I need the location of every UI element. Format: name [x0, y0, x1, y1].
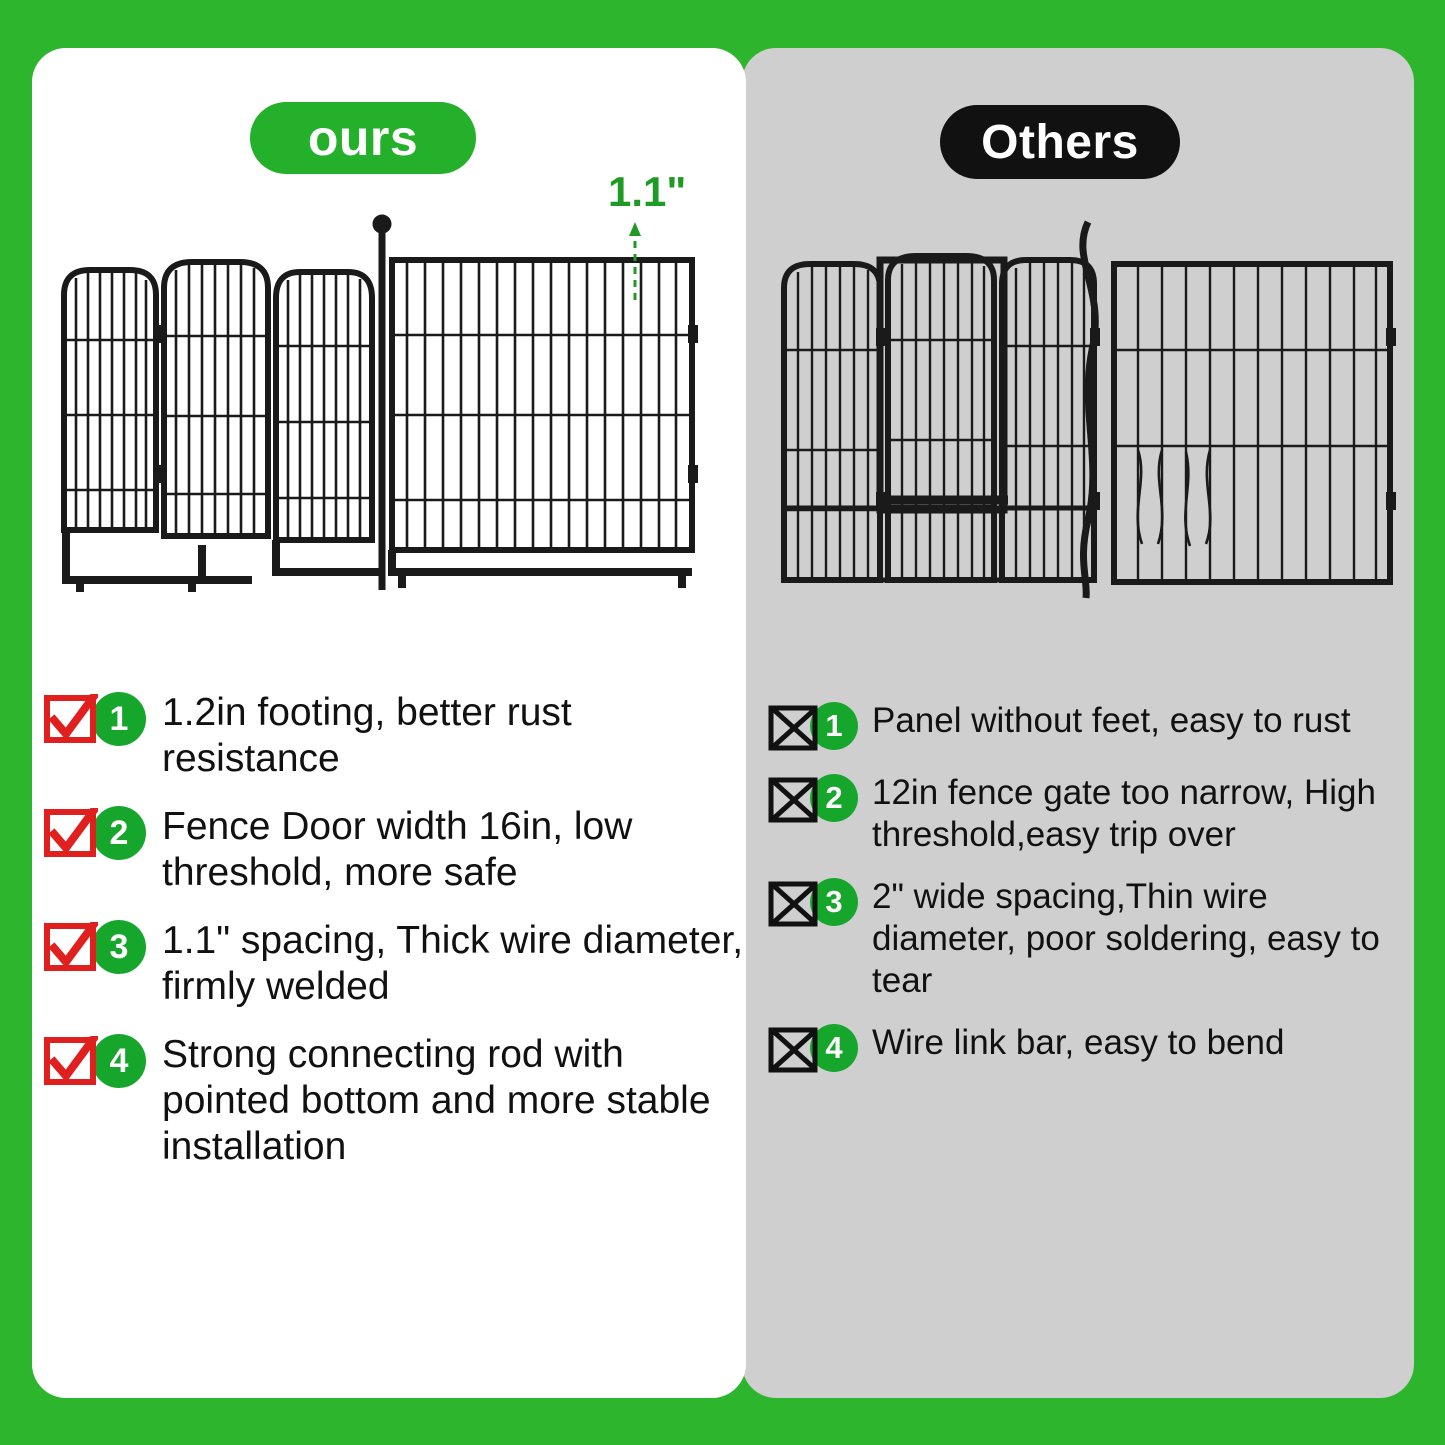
cross-mark-icon	[768, 776, 820, 824]
list-item	[44, 1032, 744, 1170]
item-number: 3	[92, 920, 146, 974]
item-text: 1.1" spacing, Thick wire diameter, firmly welded	[162, 919, 744, 1009]
item-number: 4	[810, 1024, 858, 1072]
item-number: 3	[810, 878, 858, 926]
item-number: 1	[810, 702, 858, 750]
item-text: Wire link bar, easy to bend	[872, 1023, 1285, 1062]
item-number: 2	[92, 806, 146, 860]
check-mark-icon	[44, 694, 98, 744]
list-item	[768, 700, 1408, 752]
others-fence-illustration	[770, 200, 1400, 620]
item-text: 1.2in footing, better rust resistance	[162, 691, 572, 781]
spacing-measurement-label: 1.1"	[608, 168, 687, 215]
list-item	[768, 1022, 1408, 1074]
check-mark-icon	[44, 922, 98, 972]
check-mark-icon	[44, 1036, 98, 1086]
cross-mark-icon	[768, 704, 820, 752]
list-item	[44, 918, 744, 1010]
measurement-arrow-icon	[626, 222, 644, 302]
item-number: 4	[92, 1034, 146, 1088]
check-mark-icon	[44, 808, 98, 858]
list-item	[768, 876, 1408, 1002]
item-number: 2	[810, 774, 858, 822]
list-item	[768, 772, 1408, 856]
ours-badge: ours	[250, 102, 476, 174]
ours-fence-illustration	[52, 200, 702, 620]
item-text: 12in fence gate too narrow, High threshold,easy trip over	[872, 773, 1376, 854]
item-number: 1	[92, 692, 146, 746]
item-text: Strong connecting rod with pointed bottom and more stable installation	[162, 1033, 711, 1169]
item-text: 2" wide spacing,Thin wire diameter, poor soldering, easy to tear	[872, 877, 1380, 1000]
others-badge: Others	[940, 105, 1180, 179]
others-feature-list	[768, 700, 1408, 1094]
item-text: Fence Door width 16in, low threshold, more safe	[162, 805, 633, 895]
list-item	[44, 804, 744, 896]
item-text: Panel without feet, easy to rust	[872, 701, 1351, 740]
cross-mark-icon	[768, 1026, 820, 1074]
ours-feature-list	[44, 690, 744, 1192]
cross-mark-icon	[768, 880, 820, 928]
list-item	[44, 690, 744, 782]
